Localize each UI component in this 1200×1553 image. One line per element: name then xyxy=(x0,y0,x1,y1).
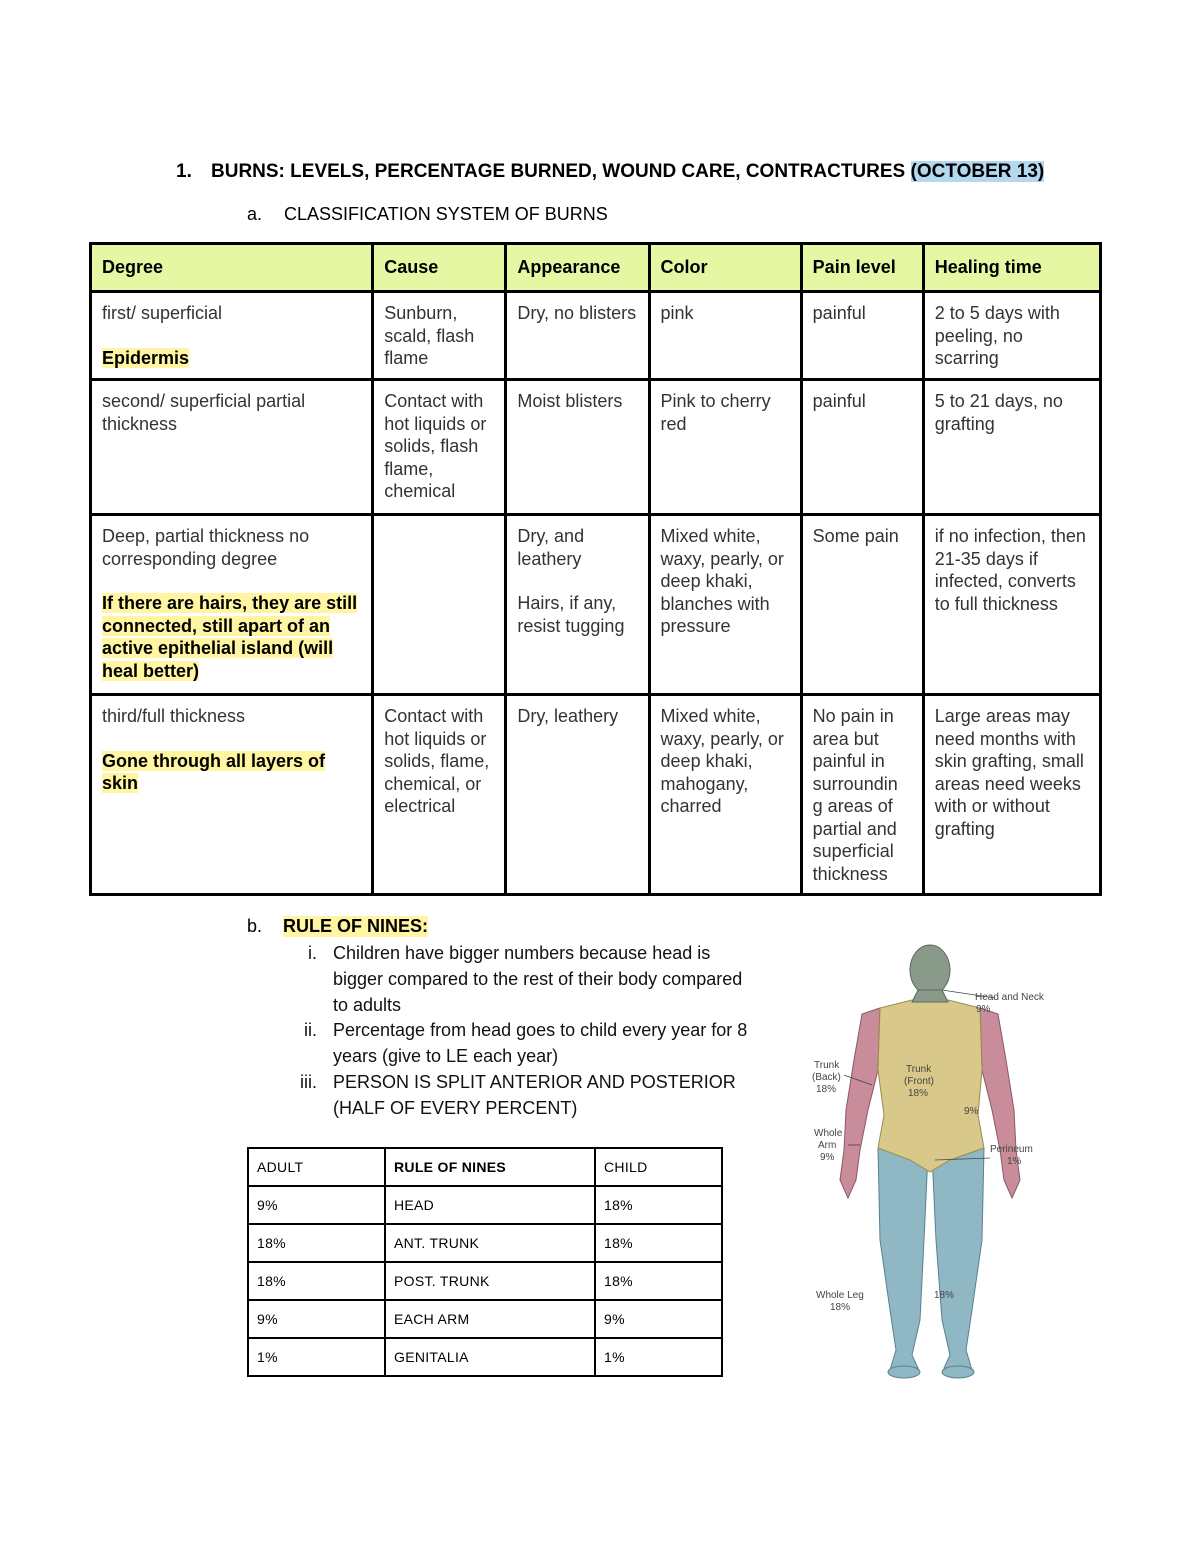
table-row xyxy=(248,1224,722,1262)
appearance-note: Hairs, if any, resist tugging xyxy=(517,593,625,636)
header-adult: ADULT xyxy=(248,1148,385,1186)
cell-pain: Some pain xyxy=(801,515,923,695)
cell-cause: Sunburn, scald, flash flame xyxy=(373,292,506,380)
degree-note: Gone through all layers of skin xyxy=(102,750,326,793)
right-leg-region xyxy=(932,1148,984,1370)
cell-degree xyxy=(91,515,373,695)
table-row xyxy=(248,1300,722,1338)
degree-note: Epidermis xyxy=(102,347,190,368)
table-header-row xyxy=(248,1148,722,1186)
list-item-text: Children have bigger numbers because head is bigger compared to the rest of their body compared to adults xyxy=(333,943,743,1015)
subsection-b-title: RULE OF NINES: xyxy=(283,916,429,936)
cell-child: 1% xyxy=(595,1338,722,1376)
cell-cause xyxy=(373,515,506,695)
cell-appearance: Moist blisters xyxy=(506,380,649,515)
list-item-number: ii. xyxy=(304,1020,317,1040)
cell-cause: Contact with hot liquids or solids, flame, chemical, or electrical xyxy=(373,695,506,895)
cell-adult: 9% xyxy=(248,1186,385,1224)
header-rule-of-nines: RULE OF NINES xyxy=(385,1148,595,1186)
cell-cause: Contact with hot liquids or solids, flash flame, chemical xyxy=(373,380,506,515)
left-leg-region xyxy=(878,1148,928,1370)
cell-degree: second/ superficial partial thickness xyxy=(91,380,373,515)
cell-healing: 2 to 5 days with peeling, no scarring xyxy=(923,292,1100,380)
label-trunk-front-2: (Front) xyxy=(904,1076,934,1087)
cell-color: Pink to cherry red xyxy=(649,380,801,515)
label-whole-arm-pct: 9% xyxy=(820,1152,835,1163)
table-row xyxy=(91,515,1101,695)
label-right-arm-pct: 9% xyxy=(964,1106,979,1117)
cell-region: HEAD xyxy=(385,1186,595,1224)
table-row xyxy=(248,1338,722,1376)
burn-classification-table xyxy=(89,242,1102,896)
head-region xyxy=(910,945,950,995)
cell-child: 18% xyxy=(595,1186,722,1224)
degree-text: Deep, partial thickness no corresponding degree xyxy=(102,526,310,569)
table-row xyxy=(248,1262,722,1300)
left-foot xyxy=(888,1366,920,1378)
cell-adult: 18% xyxy=(248,1224,385,1262)
cell-adult: 18% xyxy=(248,1262,385,1300)
cell-adult: 9% xyxy=(248,1300,385,1338)
cell-color: Mixed white, waxy, pearly, or deep khaki, blanches with pressure xyxy=(649,515,801,695)
heading-text xyxy=(211,160,1056,184)
header-degree: Degree xyxy=(91,244,373,292)
cell-region: GENITALIA xyxy=(385,1338,595,1376)
table-row xyxy=(91,292,1101,380)
cell-region: EACH ARM xyxy=(385,1300,595,1338)
label-whole-arm-2: Arm xyxy=(818,1140,837,1151)
label-trunk-back: Trunk xyxy=(814,1060,840,1071)
degree-note: If there are hairs, they are still connected, still apart of an active epithelial island (will heal better) xyxy=(102,593,358,681)
table-header-row xyxy=(91,244,1101,292)
cell-region: POST. TRUNK xyxy=(385,1262,595,1300)
list-item-text: Percentage from head goes to child every year for 8 years (give to LE each year) xyxy=(333,1020,748,1066)
appearance-text: Dry, and leathery xyxy=(517,526,585,569)
cell-healing: Large areas may need months with skin grafting, small areas need weeks with or without grafting xyxy=(923,695,1100,895)
cell-degree xyxy=(91,695,373,895)
table-row xyxy=(248,1186,722,1224)
heading-number: 1. xyxy=(176,161,192,182)
cell-color: Mixed white, waxy, pearly, or deep khaki, mahogany, charred xyxy=(649,695,801,895)
cell-appearance: Dry, leathery xyxy=(506,695,649,895)
cell-child: 18% xyxy=(595,1262,722,1300)
cell-region: ANT. TRUNK xyxy=(385,1224,595,1262)
rule-of-nines-body-figure xyxy=(800,940,1060,1385)
cell-pain: painful xyxy=(801,292,923,380)
cell-adult: 1% xyxy=(248,1338,385,1376)
rule-of-nines-table xyxy=(247,1147,723,1377)
label-trunk-front: Trunk xyxy=(906,1064,932,1075)
cell-appearance xyxy=(506,515,649,695)
label-whole-leg: Whole Leg xyxy=(816,1290,864,1301)
table-row xyxy=(91,695,1101,895)
header-pain-level: Pain level xyxy=(801,244,923,292)
cell-healing: if no infection, then 21-35 days if infected, converts to full thickness xyxy=(923,515,1100,695)
list-item-number: iii. xyxy=(300,1072,317,1092)
label-whole-arm: Whole xyxy=(814,1128,843,1139)
label-head-neck: Head and Neck xyxy=(975,992,1044,1003)
header-color: Color xyxy=(649,244,801,292)
label-perineum: Perineum xyxy=(990,1144,1033,1155)
label-head-neck-pct: 9% xyxy=(976,1004,991,1015)
header-cause: Cause xyxy=(373,244,506,292)
label-right-leg-pct: 18% xyxy=(934,1290,955,1301)
cell-child: 18% xyxy=(595,1224,722,1262)
cell-child: 9% xyxy=(595,1300,722,1338)
label-whole-leg-pct: 18% xyxy=(830,1302,851,1313)
label-trunk-front-pct: 18% xyxy=(908,1088,929,1099)
cell-color: pink xyxy=(649,292,801,380)
heading-main: BURNS: LEVELS, PERCENTAGE BURNED, WOUND CARE, CONTRACTURES xyxy=(211,161,911,182)
subsection-b-label: b. xyxy=(247,916,263,936)
subsection-a-label: a. xyxy=(247,204,263,224)
list-item-text: PERSON IS SPLIT ANTERIOR AND POSTERIOR (HALF OF EVERY PERCENT) xyxy=(333,1072,736,1118)
right-foot xyxy=(942,1366,974,1378)
neck-region xyxy=(912,990,948,1002)
right-arm-region xyxy=(980,1008,1020,1198)
cell-healing: 5 to 21 days, no grafting xyxy=(923,380,1100,515)
left-arm-region xyxy=(840,1008,880,1198)
header-child: CHILD xyxy=(595,1148,722,1186)
subsection-a-title: CLASSIFICATION SYSTEM OF BURNS xyxy=(284,204,608,224)
degree-text: third/full thickness xyxy=(102,706,246,726)
header-appearance: Appearance xyxy=(506,244,649,292)
heading-date-highlight: (OCTOBER 13) xyxy=(910,161,1045,182)
label-perineum-pct: 1% xyxy=(1007,1156,1022,1167)
degree-text: first/ superficial xyxy=(102,303,223,323)
cell-appearance: Dry, no blisters xyxy=(506,292,649,380)
label-trunk-back-2: (Back) xyxy=(812,1072,841,1083)
table-row xyxy=(91,380,1101,515)
cell-degree xyxy=(91,292,373,380)
cell-pain: painful xyxy=(801,380,923,515)
cell-pain: No pain in area but painful in surroundin g areas of partial and superficial thickness xyxy=(801,695,923,895)
header-healing-time: Healing time xyxy=(923,244,1100,292)
label-trunk-back-pct: 18% xyxy=(816,1084,837,1095)
list-item-number: i. xyxy=(308,943,317,963)
